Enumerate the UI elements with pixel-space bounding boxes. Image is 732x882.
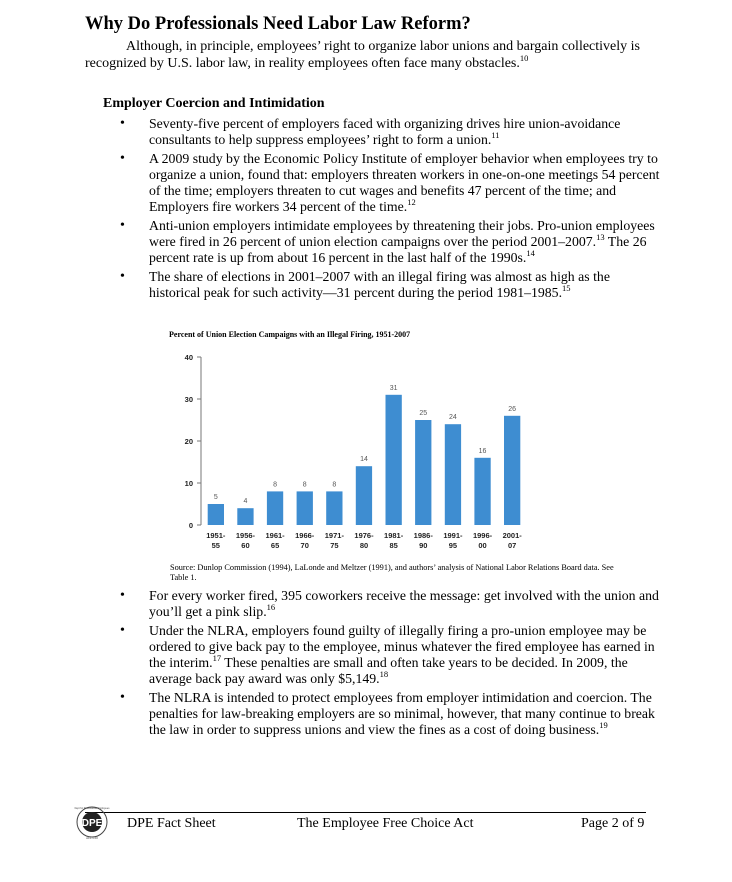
bullet-text: A 2009 study by the Economic Policy Institute of employer behavior when employees try to organize a union, found that: employers threaten workers in one-on-one meetings 54 percent of the time; employers threaten to cut wages and benefits 47 percent of the time; and Employers fire workers 34 percent of the time. <box>149 151 660 214</box>
x-tick-label-line2: 55 <box>211 541 220 550</box>
bullet-item <box>120 116 660 147</box>
x-tick-label-line1: 1951- <box>206 531 226 540</box>
y-tick-label: 40 <box>184 353 193 362</box>
bar <box>237 508 253 525</box>
footnote-ref: 14 <box>526 247 535 258</box>
bullet-list-top <box>120 116 660 305</box>
x-tick-label-line2: 90 <box>419 541 428 550</box>
x-tick-label-line2: 00 <box>478 541 487 550</box>
dpe-logo <box>70 804 114 840</box>
y-tick-label: 30 <box>184 395 193 404</box>
bar-value-label: 16 <box>478 447 487 455</box>
x-tick-label-line1: 1986- <box>413 531 433 540</box>
bar <box>267 491 283 525</box>
x-tick-label-line1: 1956- <box>235 531 256 540</box>
bar <box>208 504 224 525</box>
chart-title: Percent of Union Election Campaigns with an Illegal Firing, 1951-2007 <box>169 330 411 339</box>
bullet-item <box>120 623 660 686</box>
footer-rule <box>85 812 646 813</box>
bar-value-label: 8 <box>332 481 337 489</box>
section-heading: Employer Coercion and Intimidation <box>103 96 325 111</box>
x-tick-label-line1: 2001- <box>502 531 522 540</box>
bullet-text: For every worker fired, 395 coworkers receive the message: get involved with the union and you’ll get a pink slip. <box>149 588 659 619</box>
x-tick-label-line1: 1966- <box>295 531 315 540</box>
x-tick-label-line2: 95 <box>448 541 458 550</box>
x-tick-label-line2: 70 <box>300 541 309 550</box>
bar-value-label: 24 <box>449 414 457 422</box>
x-tick-label-line1: 1991- <box>443 531 463 540</box>
footnote-ref: 16 <box>266 601 276 612</box>
bar <box>386 395 402 525</box>
footnote-ref: 11 <box>491 129 500 140</box>
x-tick-label-line2: 80 <box>359 541 369 550</box>
bar-value-label: 5 <box>213 494 218 501</box>
footnote-ref: 13 <box>596 231 605 242</box>
bar-value-label: 25 <box>419 410 428 417</box>
footnote-ref: 10 <box>519 53 529 63</box>
bullet-item <box>120 588 660 619</box>
x-tick-label-line2: 65 <box>270 541 280 550</box>
bullet-list-bottom <box>120 588 660 741</box>
bar <box>445 424 461 525</box>
bullet-item <box>120 218 660 265</box>
logo-small-bottom: AFL-CIO <box>86 836 98 840</box>
footnote-ref: 17 <box>212 652 222 663</box>
x-tick-label-line1: 1961- <box>265 531 285 540</box>
bullet-item <box>120 690 660 737</box>
bar <box>415 420 431 525</box>
bullet-text: Anti-union employers intimidate employees by threatening their jobs. Pro-union employees were fired in 26 percent of union election campaigns over the period 2001–2007. <box>149 218 655 249</box>
bar <box>474 458 490 525</box>
bar <box>297 491 313 525</box>
x-tick-label-line2: 85 <box>389 541 398 550</box>
footer-doc-title: The Employee Free Choice Act <box>297 816 474 831</box>
bar-value-label: 31 <box>389 384 398 392</box>
x-tick-label-line2: 75 <box>330 541 339 550</box>
chart-source-note: Source: Dunlop Commission (1994), LaLonde and Meltzer (1991), and authors’ analysis of National Labor Relations Board data. See Table 1. <box>170 563 614 582</box>
footnote-ref: 19 <box>599 719 608 730</box>
bullet-text: Seventy-five percent of employers faced with organizing drives hire union-avoidance consultants to help suppress employees’ right to form a union. <box>149 116 621 147</box>
bar <box>356 466 372 525</box>
footer-page-number: Page 2 of 9 <box>581 816 645 831</box>
x-tick-label-line1: 1976- <box>354 531 374 540</box>
x-tick-label-line2: 07 <box>508 541 517 550</box>
bar-value-label: 8 <box>302 481 307 489</box>
logo-small-top: Dept for Professional Employees <box>74 807 110 810</box>
bullet-text: Under the NLRA, employers found guilty of illegally firing a pro-union employee may be ordered to give back pay to the employee, minus whatever the fired employee has earned in the interim. <box>149 623 655 670</box>
bullet-item <box>120 151 660 214</box>
page-heading: Why Do Professionals Need Labor Law Reform? <box>85 14 471 34</box>
y-tick-label: 0 <box>188 521 193 530</box>
bar-value-label: 4 <box>243 498 248 506</box>
footnote-ref: 15 <box>562 283 571 294</box>
y-tick-label: 10 <box>184 479 193 488</box>
footnote-ref: 12 <box>407 196 416 207</box>
bar-value-label: 14 <box>360 456 368 464</box>
bar <box>504 416 520 525</box>
y-tick-label: 20 <box>184 437 193 446</box>
bullet-text-continued: These penalties are small and often take years to be decided. In 2009, the average back pay award was only $5,149. <box>149 654 628 686</box>
bar-value-label: 26 <box>508 405 517 413</box>
bar-value-label: 8 <box>273 481 278 489</box>
x-tick-label-line1: 1996- <box>472 531 493 540</box>
bar <box>326 491 342 525</box>
bullet-text: The share of elections in 2001–2007 with an illegal firing was almost as high as the historical peak for such activity—31 percent during the period 1981–1985. <box>149 269 610 301</box>
bullet-item <box>120 269 660 300</box>
x-tick-label-line1: 1971- <box>324 531 344 540</box>
bullet-text: The NLRA is intended to protect employees from employer intimidation and coercion. The penalties for law-breaking employers are so minimal, however, that many continue to break the law in order to suppress unions and view the fines as a cost of doing business. <box>149 690 655 737</box>
bullet-text-continued: The 26 percent rate is up from about 16 percent in the last half of the 1990s. <box>149 233 647 265</box>
bar-chart <box>165 343 535 555</box>
x-tick-label-line1: 1981- <box>384 531 404 540</box>
x-tick-label-line2: 60 <box>241 541 250 550</box>
intro-text: Although, in principle, employees’ right to organize labor unions and bargain collectively is recognized by U.S. labor law, in reality employees often face many obstacles. <box>85 39 640 71</box>
intro-paragraph <box>85 38 665 72</box>
logo-text: DPE <box>81 818 103 829</box>
footer-doc-type: DPE Fact Sheet <box>127 816 216 831</box>
footnote-ref: 18 <box>379 668 389 679</box>
